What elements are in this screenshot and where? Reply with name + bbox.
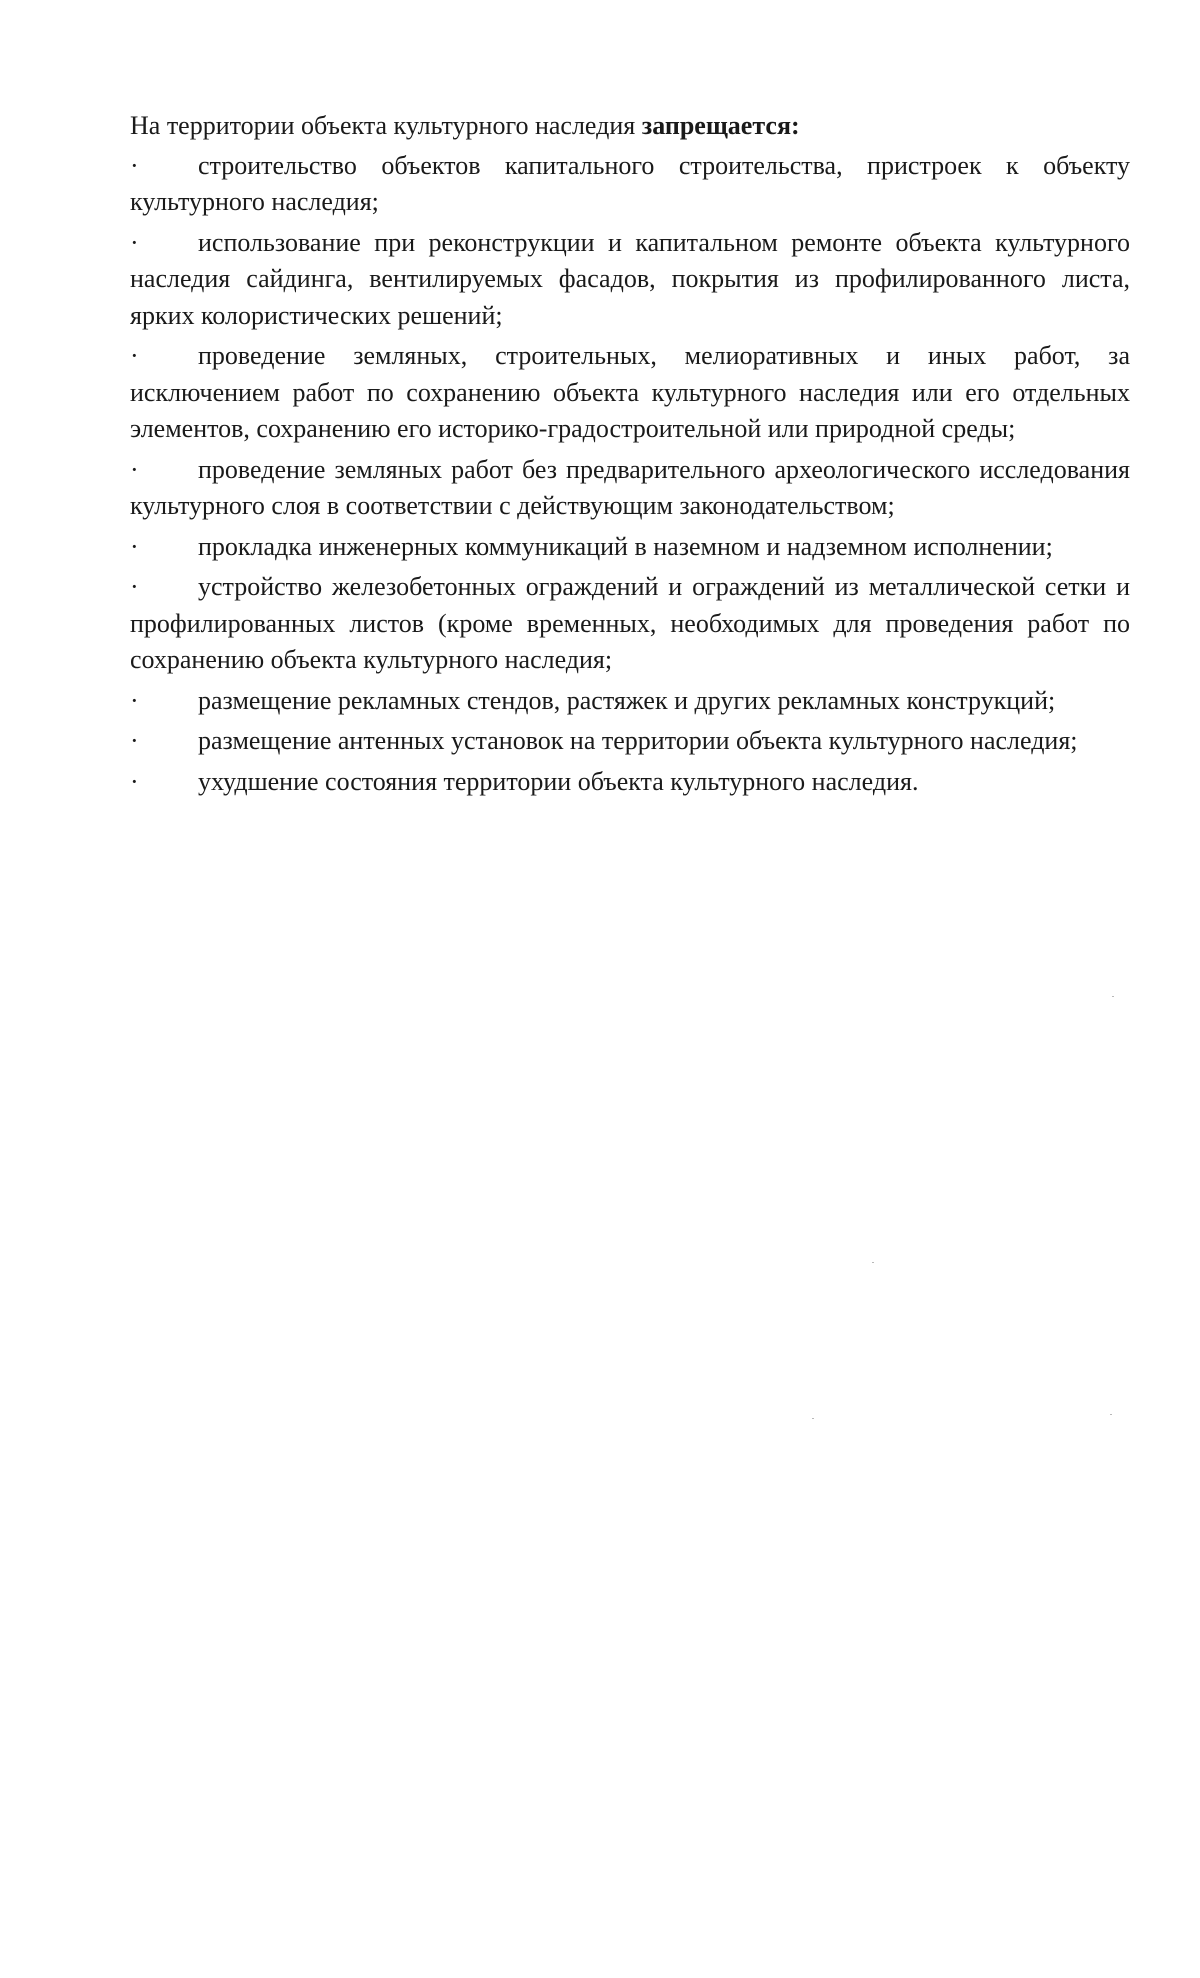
intro-text: На территории объекта культурного наследия xyxy=(130,111,642,140)
scan-speck xyxy=(812,1418,814,1419)
bullet-icon: · xyxy=(130,685,139,715)
list-item-text: размещение антенных установок на территории объекта культурного наследия; xyxy=(198,726,1078,755)
list-item-text: строительство объектов капитального строительства, пристроек к объекту культурного наследия; xyxy=(130,150,1130,216)
scan-speck xyxy=(1112,996,1114,997)
list-item-text: устройство железобетонных ограждений и ограждений из металлической сетки и профилированных листов (кроме временных, необходимых для проведения работ по сохранению объекта культурного наследия; xyxy=(130,572,1130,674)
bullet-icon: · xyxy=(130,341,139,370)
bullet-icon: · xyxy=(130,766,139,796)
list-item-text: проведение земляных работ без предварительного археологического исследования культурного слоя в соответствии с действующим законодательством; xyxy=(130,454,1130,520)
list-item-text: прокладка инженерных коммуникаций в наземном и надземном исполнении; xyxy=(198,531,1053,561)
bullet-icon: · xyxy=(130,150,139,180)
list-item xyxy=(130,338,1130,448)
list-item xyxy=(130,148,1130,221)
bullet-icon: · xyxy=(130,454,139,484)
intro-paragraph xyxy=(130,108,1130,145)
list-item xyxy=(130,683,1130,720)
list-item xyxy=(130,569,1130,679)
list-item-text: проведение земляных, строительных, мелиоративных и иных работ, за исключением работ по сохранению объекта культурного наследия или его отдельных элементов, сохранению его историко-градостроительной или природной среды; xyxy=(130,341,1130,443)
list-item-text: ухудшение состояния территории объекта культурного наследия. xyxy=(198,766,919,796)
scan-speck xyxy=(872,1262,874,1263)
list-item xyxy=(130,452,1130,525)
bullet-icon: · xyxy=(130,531,139,561)
intro-bold-keyword: запрещается: xyxy=(641,111,800,140)
list-item xyxy=(130,529,1130,566)
bullet-icon: · xyxy=(130,572,139,601)
prohibitions-list xyxy=(130,148,1130,801)
list-item xyxy=(130,764,1130,801)
bullet-icon: · xyxy=(130,726,139,755)
document-body xyxy=(130,108,1130,804)
list-item-text: использование при реконструкции и капитальном ремонте объекта культурного наследия сайдинга, вентилируемых фасадов, покрытия из профилированного листа, ярких колористических решений; xyxy=(130,227,1130,330)
list-item xyxy=(130,723,1130,760)
list-item-text: размещение рекламных стендов, растяжек и других рекламных конструкций; xyxy=(198,685,1056,715)
list-item xyxy=(130,225,1130,335)
bullet-icon: · xyxy=(130,227,139,257)
scan-speck xyxy=(1110,1414,1112,1415)
